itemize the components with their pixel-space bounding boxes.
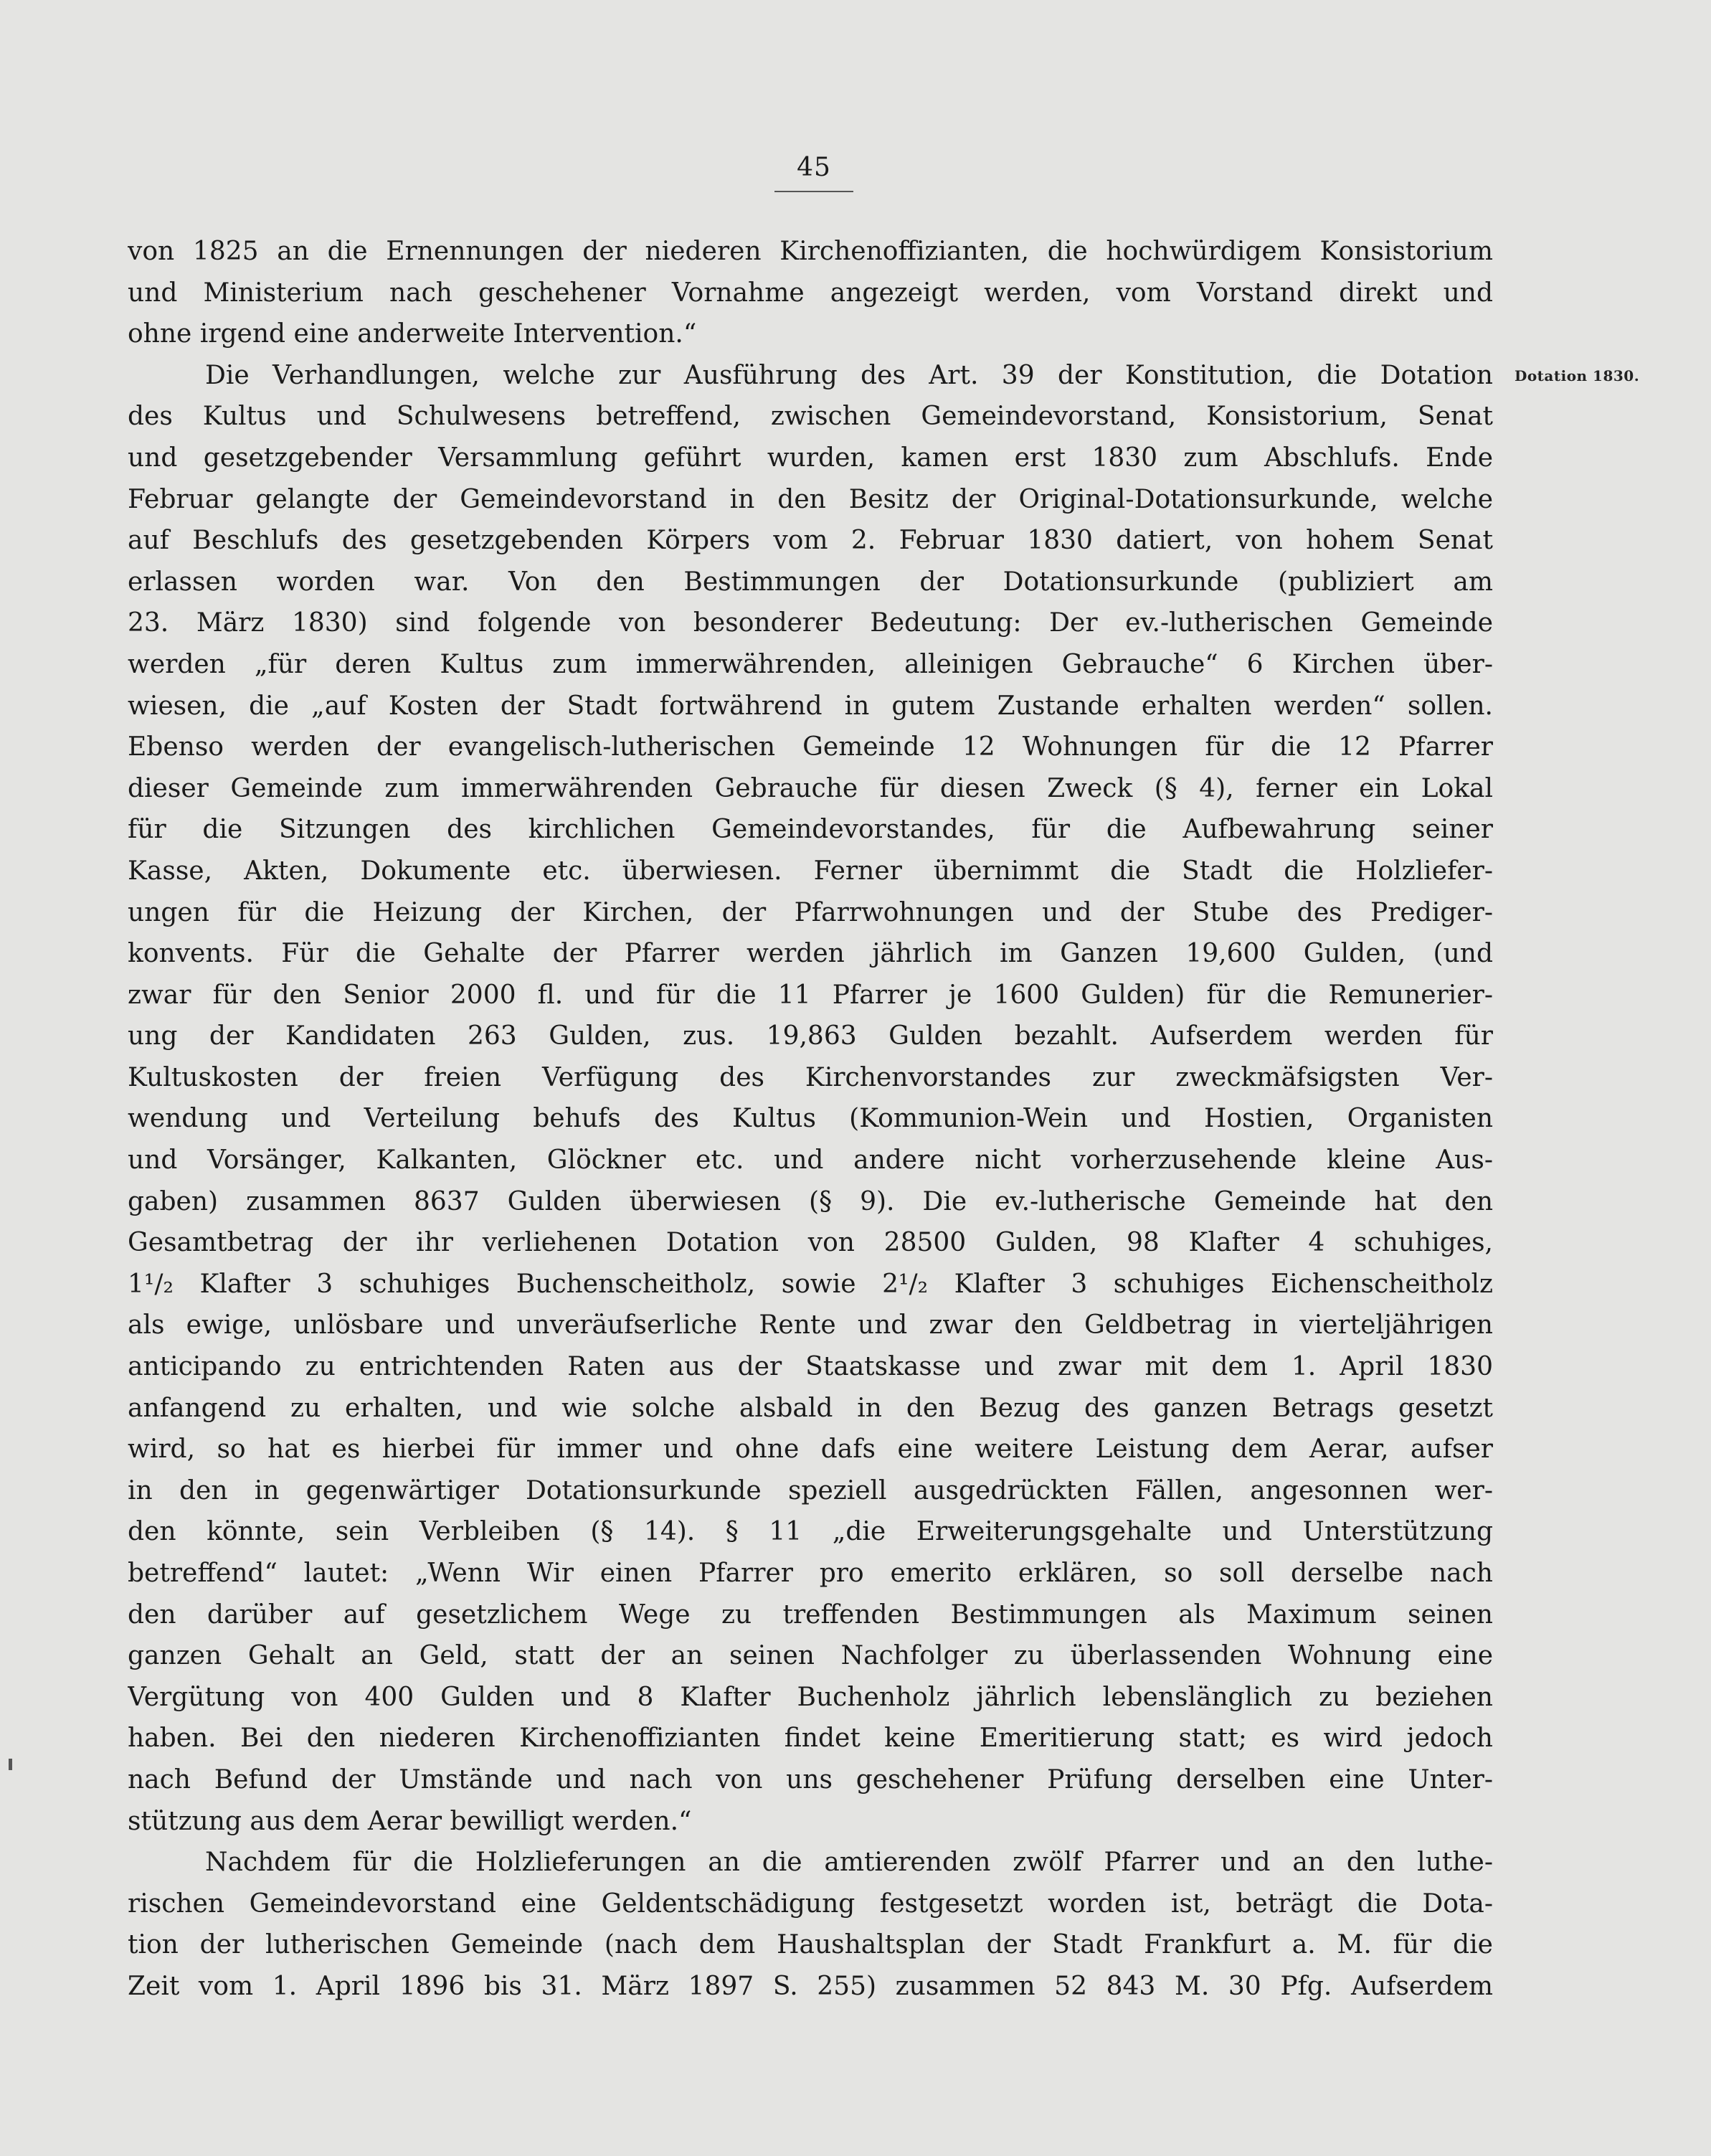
text-line: werden „für deren Kultus zum immerwährenden, alleinigen Gebrauche“ 6 Kirchen über- bbox=[128, 649, 1493, 679]
text-line: Nachdem für die Holzlieferungen an die amtierenden zwölf Pfarrer und an den luthe- bbox=[205, 1848, 1493, 1878]
text-line: stützung aus dem Aerar bewilligt werden.“ bbox=[128, 1806, 692, 1836]
scan-mark bbox=[9, 1759, 12, 1770]
text-line: 23. März 1830) sind folgende von besonderer Bedeutung: Der ev.-lutherischen Gemeinde bbox=[128, 608, 1493, 638]
text-line: wendung und Verteilung behufs des Kultus (Kommunion-Wein und Hostien, Organisten bbox=[128, 1104, 1493, 1134]
text-line: ganzen Gehalt an Geld, statt der an seinen Nachfolger zu überlassenden Wohnung eine bbox=[128, 1641, 1493, 1671]
text-line: auf Beschlufs des gesetzgebenden Körpers vom 2. Februar 1830 datiert, von hohem Senat bbox=[128, 526, 1493, 556]
text-line: anticipando zu entrichtenden Raten aus der Staatskasse und zwar mit dem 1. April 1830 bbox=[128, 1352, 1493, 1382]
text-line: ohne irgend eine anderweite Intervention.“ bbox=[128, 319, 697, 349]
text-line: rischen Gemeindevorstand eine Geldentschädigung festgesetzt worden ist, beträgt die Dota- bbox=[128, 1888, 1493, 1919]
text-line: zwar für den Senior 2000 fl. und für die 11 Pfarrer je 1600 Gulden) für die Remunerier- bbox=[128, 980, 1493, 1010]
text-line: Ebenso werden der evangelisch-lutherischen Gemeinde 12 Wohnungen für die 12 Pfarrer bbox=[128, 732, 1493, 762]
text-line: Gesamtbetrag der ihr verliehenen Dotation von 28500 Gulden, 98 Klafter 4 schuhiges, bbox=[128, 1228, 1493, 1258]
page-number-rule bbox=[774, 191, 853, 192]
margin-note-dotation: Dotation 1830. bbox=[1515, 367, 1640, 384]
text-line: konvents. Für die Gehalte der Pfarrer werden jährlich im Ganzen 19,600 Gulden, (und bbox=[128, 939, 1493, 969]
text-line: und gesetzgebender Versammlung geführt wurden, kamen erst 1830 zum Abschlufs. Ende bbox=[128, 443, 1493, 473]
text-line: erlassen worden war. Von den Bestimmungen der Dotationsurkunde (publiziert am bbox=[128, 567, 1493, 597]
text-line: von 1825 an die Ernennungen der niederen Kirchenoffizianten, die hochwürdigem Konsistorium bbox=[128, 237, 1493, 266]
text-line: dieser Gemeinde zum immerwährenden Gebrauche für diesen Zweck (§ 4), ferner ein Lokal bbox=[128, 773, 1493, 803]
text-line: 1¹/₂ Klafter 3 schuhiges Buchenscheitholz, sowie 2¹/₂ Klafter 3 schuhiges Eichenscheitholz bbox=[128, 1269, 1493, 1299]
text-line: Vergütung von 400 Gulden und 8 Klafter Buchenholz jährlich lebenslänglich zu beziehen bbox=[128, 1682, 1493, 1712]
text-line: wiesen, die „auf Kosten der Stadt fortwährend in gutem Zustande erhalten werden“ sollen. bbox=[128, 691, 1493, 721]
text-line: haben. Bei den niederen Kirchenoffizianten findet keine Emeritierung statt; es wird jedoch bbox=[128, 1724, 1493, 1754]
text-line: Kasse, Akten, Dokumente etc. überwiesen. Ferner übernimmt die Stadt die Holzliefer- bbox=[128, 856, 1493, 886]
text-line: ungen für die Heizung der Kirchen, der Pfarrwohnungen und der Stube des Prediger- bbox=[128, 897, 1493, 927]
text-line: gaben) zusammen 8637 Gulden überwiesen (§ 9). Die ev.-lutherische Gemeinde hat den bbox=[128, 1186, 1493, 1216]
text-line: und Vorsänger, Kalkanten, Glöckner etc. und andere nicht vorherzusehende kleine Aus- bbox=[128, 1145, 1493, 1176]
text-line: Zeit vom 1. April 1896 bis 31. März 1897 S. 255) zusammen 52 843 M. 30 Pfg. Aufserdem bbox=[128, 1971, 1493, 2001]
text-line: nach Befund der Umstände und nach von uns geschehener Prüfung derselben eine Unter- bbox=[128, 1764, 1493, 1795]
text-line: als ewige, unlösbare und unveräufserliche Rente und zwar den Geldbetrag in vierteljährigen bbox=[128, 1310, 1493, 1341]
text-line: Kultuskosten der freien Verfügung des Kirchenvorstandes zur zweckmäfsigsten Ver- bbox=[128, 1062, 1493, 1092]
text-line: tion der lutherischen Gemeinde (nach dem Haushaltsplan der Stadt Frankfurt a. M. für die bbox=[128, 1930, 1493, 1960]
text-line: den könnte, sein Verbleiben (§ 14). § 11 „die Erweiterungsgehalte und Unterstützung bbox=[128, 1517, 1493, 1547]
text-line: Februar gelangte der Gemeindevorstand in den Besitz der Original-Dotationsurkunde, welche bbox=[128, 484, 1493, 514]
text-line: wird, so hat es hierbei für immer und ohne dafs eine weitere Leistung dem Aerar, aufser bbox=[128, 1434, 1493, 1465]
text-line: anfangend zu erhalten, und wie solche alsbald in den Bezug des ganzen Betrags gesetzt bbox=[128, 1393, 1493, 1423]
page-number: 45 bbox=[797, 153, 831, 182]
text-line: ung der Kandidaten 263 Gulden, zus. 19,863 Gulden bezahlt. Aufserdem werden für bbox=[128, 1021, 1493, 1051]
text-line: Die Verhandlungen, welche zur Ausführung des Art. 39 der Konstitution, die Dotation bbox=[205, 360, 1493, 390]
text-line: betreffend“ lautet: „Wenn Wir einen Pfarrer pro emerito erklären, so soll derselbe nach bbox=[128, 1559, 1493, 1588]
text-line: in den in gegenwärtiger Dotationsurkunde speziell ausgedrückten Fällen, angesonnen wer- bbox=[128, 1475, 1493, 1505]
text-line: den darüber auf gesetzlichem Wege zu treffenden Bestimmungen als Maximum seinen bbox=[128, 1599, 1493, 1630]
text-line: und Ministerium nach geschehener Vornahme angezeigt werden, vom Vorstand direkt und bbox=[128, 278, 1493, 308]
text-line: des Kultus und Schulwesens betreffend, zwischen Gemeindevorstand, Konsistorium, Senat bbox=[128, 402, 1493, 432]
text-line: für die Sitzungen des kirchlichen Gemeindevorstandes, für die Aufbewahrung seiner bbox=[128, 815, 1493, 845]
body-text bbox=[128, 231, 1493, 2008]
